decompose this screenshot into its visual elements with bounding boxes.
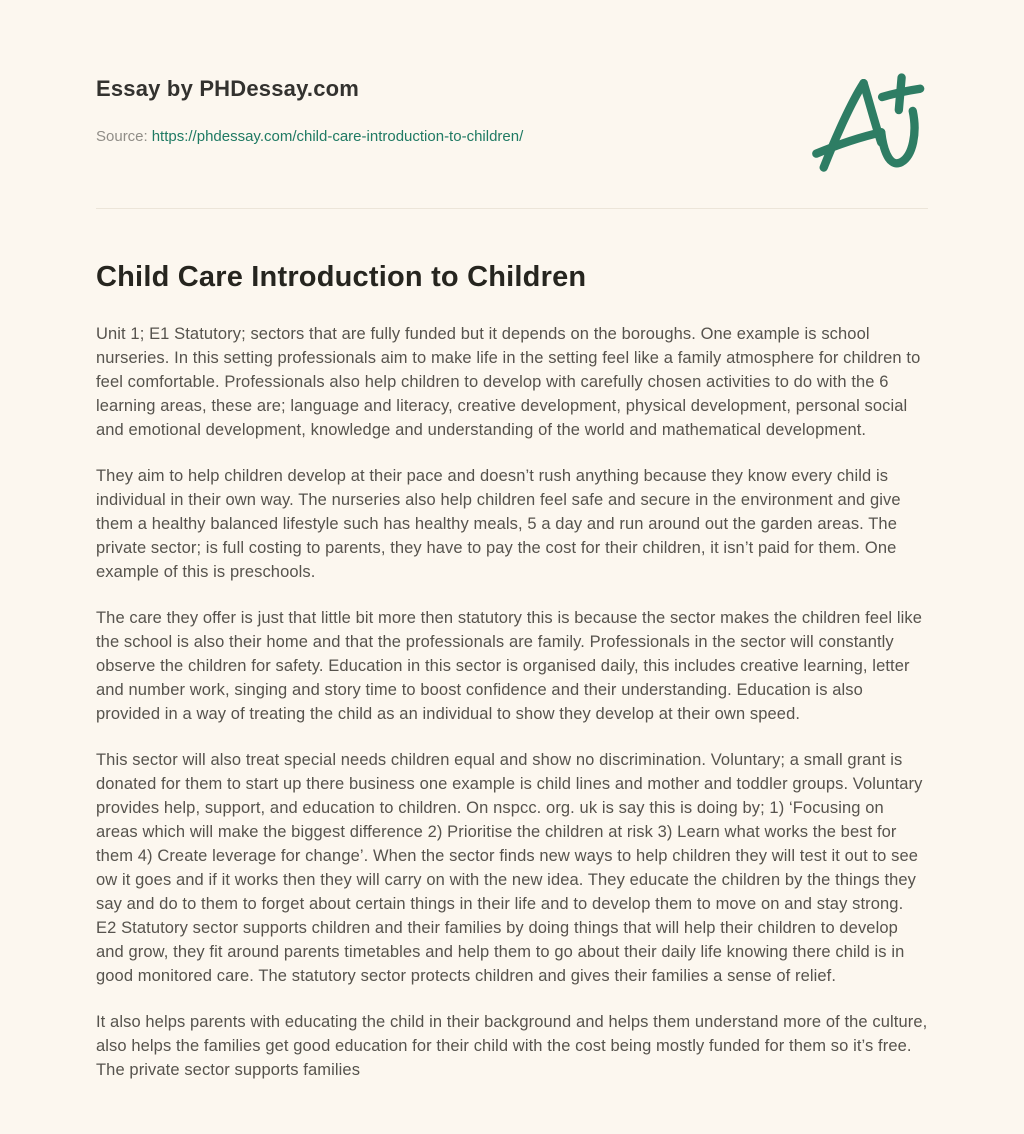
essay-paragraph: They aim to help children develop at their pace and doesn’t rush anything because they know every child is individual in their own way. The nurseries also help children feel safe and secure in the environment and give them a healthy balanced lifestyle such has healthy meals, 5 a day and run around out the garden areas. The private sector; is full costing to parents, they have to pay the cost for their children, it isn’t paid for them. One example of this is preschools. — [96, 467, 901, 581]
source-line — [96, 128, 523, 145]
essay-body — [96, 322, 928, 1082]
a-plus-logo-icon — [810, 72, 932, 174]
essay-paragraph: Unit 1; E1 Statutory; sectors that are fully funded but it depends on the boroughs. One example is school nurseries. In this setting professionals aim to make life in the setting feel like a family atmosphere for children to feel comfortable. Professionals also help children to develop with carefully chosen activities to do with the 6 learning areas, these are; language and literacy, creative development, physical development, personal social and emotional development, knowledge and understanding of the world and mathematical development. — [96, 325, 921, 439]
essay-title: Child Care Introduction to Children — [96, 261, 587, 293]
header-divider — [96, 208, 928, 209]
essay-paragraph: It also helps parents with educating the child in their background and helps them understand more of the culture, also helps the families get good education for their child with the cost being mostly funded for them so it’s free. The private sector supports families — [96, 1013, 928, 1079]
source-url-link[interactable]: https://phdessay.com/child-care-introduction-to-children/ — [151, 128, 524, 145]
page-header — [96, 72, 928, 174]
source-label: Source: — [96, 128, 148, 145]
essay-paragraph: The care they offer is just that little bit more then statutory this is because the sector makes the children feel like the school is also their home and that the professionals are family. Professionals in the sector will constantly observe the children for safety. Education in this sector is organised daily, this includes creative learning, letter and number work, singing and story time to boost confidence and their understanding. Education is also provided in a way of treating the child as an individual to show they develop at their own speed. — [96, 609, 922, 723]
essay-paragraph: This sector will also treat special needs children equal and show no discrimination. Voluntary; a small grant is donated for them to start up there business one example is child lines and mother and toddler groups. Voluntary provides help, support, and education to children. On nspcc. org. uk is say this is doing by; 1) ‘Focusing on areas which will make the biggest difference 2) Prioritise the children at risk 3) Learn what works the best for them 4) Create leverage for change’. When the sector finds new ways to help children they will test it out to see ow it goes and if it works then they will carry on with the new idea. They educate the children by the things they say and do to them to forget about certain things in their life and to develop them to move on and stay strong. E2 Statutory sector supports children and their families by doing things that will help their children to develop and grow, they fit around parents timetables and help them to go about their daily life knowing there child is in good monitored care. The statutory sector protects children and gives their families a sense of relief. — [96, 751, 923, 985]
header-text-block — [96, 72, 523, 145]
site-title: Essay by PHDessay.com — [96, 76, 360, 101]
